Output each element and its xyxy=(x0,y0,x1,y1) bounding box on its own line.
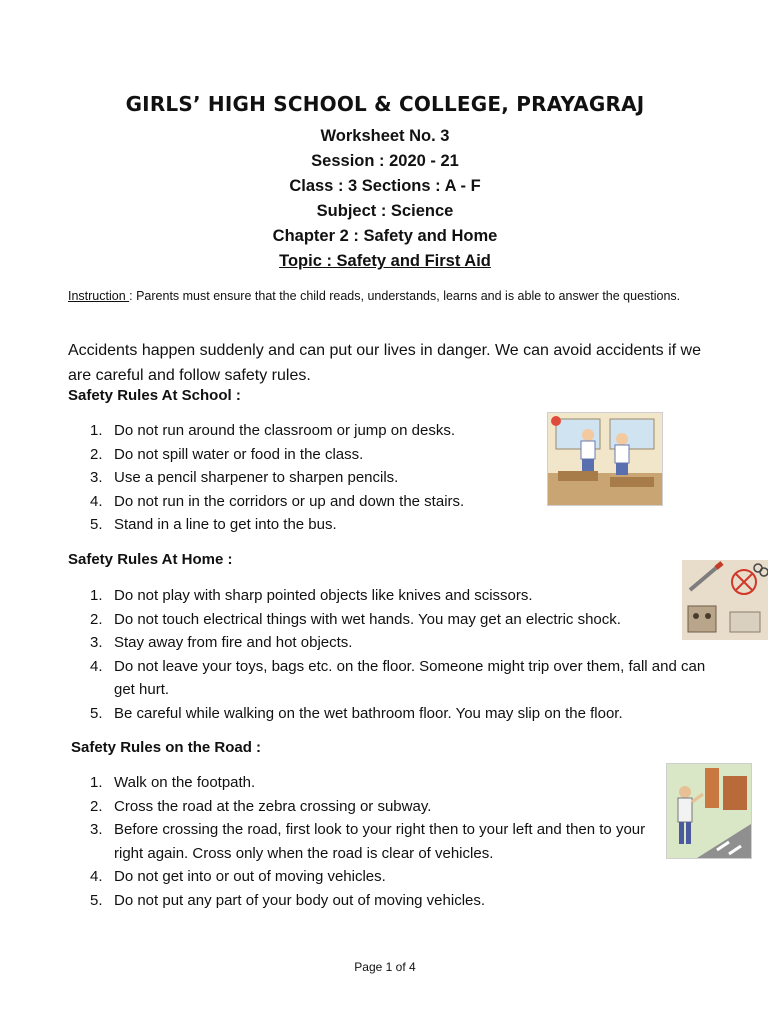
list-item: 1. Do not run around the classroom or jump on desks. xyxy=(90,422,456,439)
class-sections: Class : 3 Sections : A - F xyxy=(289,177,481,195)
subject: Subject : Science xyxy=(316,202,454,220)
road-rules-list xyxy=(68,771,668,912)
list-item: 1. Walk on the footpath. xyxy=(90,774,256,791)
topic-title xyxy=(0,249,770,274)
home-rules-heading: Safety Rules At Home : xyxy=(68,551,233,568)
worksheet-number: Worksheet No. 3 xyxy=(320,127,450,145)
topic-text: Topic : Safety and First Aid xyxy=(279,252,491,270)
list-item: 2. Cross the road at the zebra crossing or subway. xyxy=(90,797,432,815)
list-item: 3. Before crossing the road, first look to your right then to your left and then to your right again. Cross only when the road is clear of vehicles. xyxy=(90,821,646,862)
instruction-text: : Parents must ensure that the child reads, understands, learns and is able to answer the questions. xyxy=(129,289,681,303)
chapter: Chapter 2 : Safety and Home xyxy=(272,227,498,245)
intro-paragraph: Accidents happen suddenly and can put our lives in danger. We can avoid accidents if we are careful and follow safety rules. xyxy=(68,342,701,384)
list-item: 3. Use a pencil sharpener to sharpen pencils. xyxy=(90,469,399,486)
school-rules-heading: Safety Rules At School : xyxy=(68,387,241,404)
list-item: 4. Do not leave your toys, bags etc. on the floor. Someone might trip over them, fall and can get hurt. xyxy=(90,657,706,698)
list-item: 3. Stay away from fire and hot objects. xyxy=(90,634,353,651)
road-crossing-illustration xyxy=(666,763,752,859)
list-item: 2. Do not spill water or food in the class. xyxy=(90,445,364,463)
household-objects-illustration xyxy=(682,560,768,640)
school-name: GIRLS’ HIGH SCHOOL & COLLEGE, PRAYAGRAJ xyxy=(125,92,645,116)
session: Session : 2020 - 21 xyxy=(311,152,459,170)
list-item: 1. Do not play with sharp pointed objects like knives and scissors. xyxy=(90,587,533,604)
school-rules-list xyxy=(68,419,548,537)
list-item: 2. Do not touch electrical things with wet hands. You may get an electric shock. xyxy=(90,610,621,628)
classroom-illustration xyxy=(547,412,663,506)
page-number: Page 1 of 4 xyxy=(354,960,416,974)
instruction-label: Instruction xyxy=(68,289,130,303)
list-item: 4. Do not run in the corridors or up and down the stairs. xyxy=(90,492,465,510)
list-item: 5. Be careful while walking on the wet bathroom floor. You may slip on the floor. xyxy=(90,704,623,722)
list-item: 5. Stand in a line to get into the bus. xyxy=(90,516,337,533)
instruction xyxy=(68,286,704,307)
list-item: 5. Do not put any part of your body out of moving vehicles. xyxy=(90,891,486,909)
list-item: 4. Do not get into or out of moving vehicles. xyxy=(90,868,386,885)
road-rules-heading: Safety Rules on the Road : xyxy=(71,739,262,756)
home-rules-list xyxy=(68,584,708,725)
